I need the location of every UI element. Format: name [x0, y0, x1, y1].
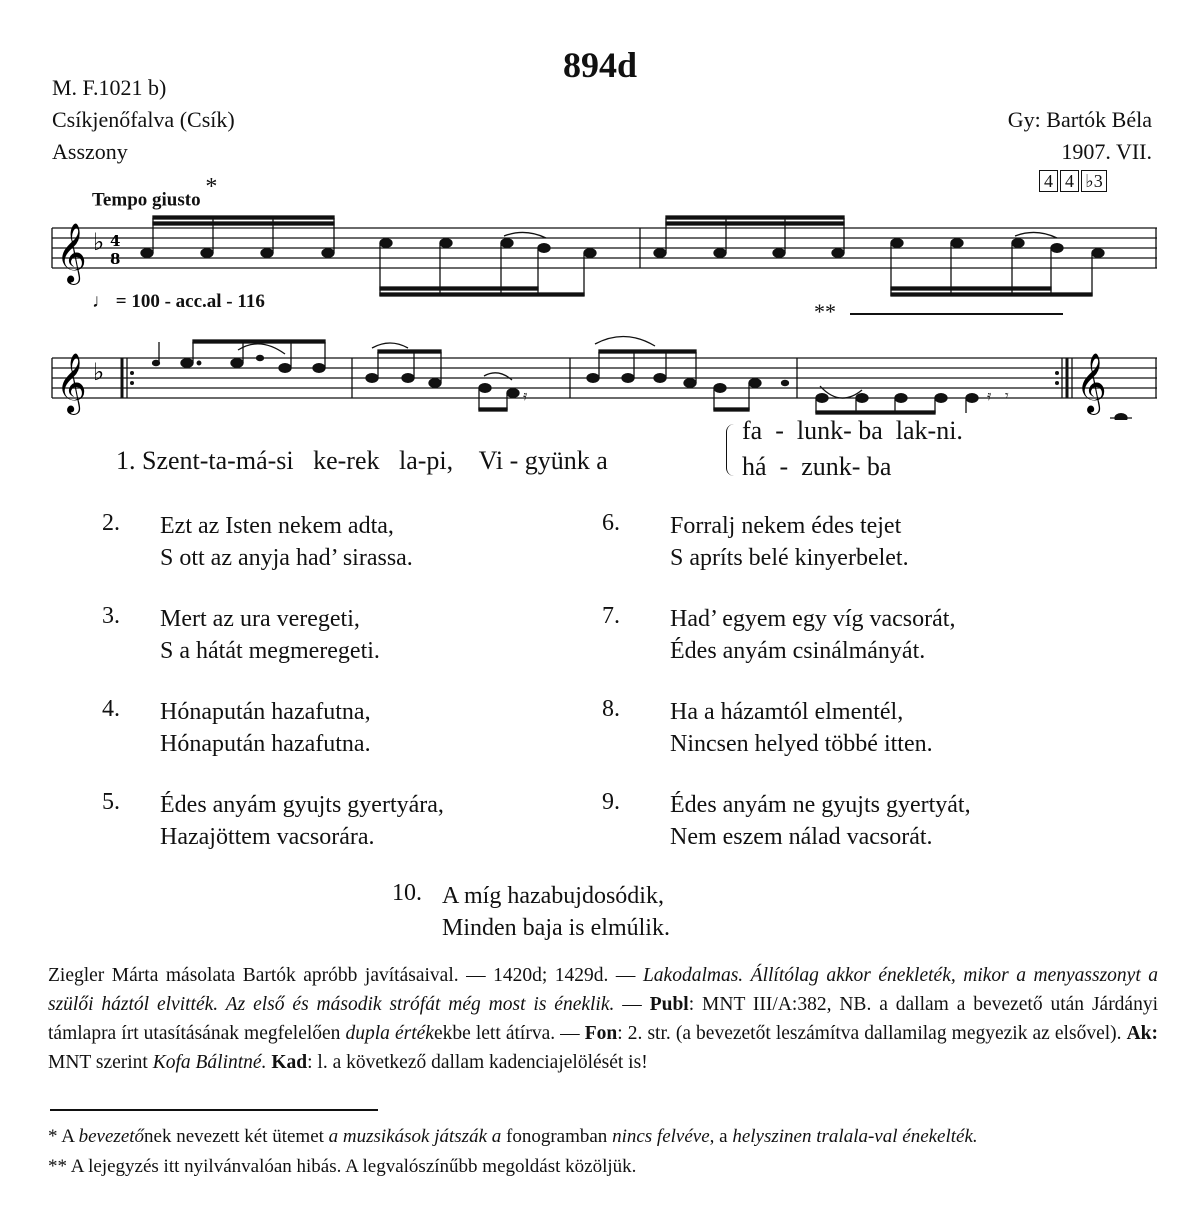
time-sig-bottom: 8	[110, 250, 121, 268]
lyrics-line-2: há - zunk- ba	[742, 452, 892, 481]
double-asterisk-mark: **	[814, 299, 836, 324]
verse-9	[590, 789, 971, 850]
flat-icon: ♭	[93, 358, 105, 386]
treble-clef-icon: 𝄞	[56, 353, 87, 413]
collector-info	[1008, 104, 1152, 168]
collector-date: 1907. VII.	[1061, 139, 1152, 164]
tempo-text: Tempo giusto	[92, 189, 201, 211]
svg-text:𝄾: 𝄾	[1005, 388, 1009, 404]
footnote-2: ** A lejegyzés itt nyilvánvalóan hibás. A legvalószínűbb megoldást közöljük.	[48, 1156, 637, 1177]
verse-line: Édes anyám csinálmányát.	[670, 638, 926, 664]
lyrics-line-1-cont: fa - lunk- ba lak-ni.	[742, 416, 963, 445]
verse-number: 9.	[602, 789, 620, 815]
treble-clef-icon: 𝄞	[1076, 353, 1107, 413]
verse-line: A míg hazabujdosódik,	[442, 883, 664, 909]
verse-line: Nincsen helyed többé itten.	[670, 731, 933, 757]
lyrics-line-1-text: 1. Szent-ta-má-si ke-rek la-pi, Vi - gyünk a	[116, 446, 608, 475]
music-staff-melody	[0, 320, 1200, 420]
verse-line: Ezt az Isten nekem adta,	[160, 513, 394, 539]
verse-line: Hazajöttem vacsorára.	[160, 824, 375, 850]
source-place: Csíkjenőfalva (Csík)	[52, 107, 235, 132]
note-text: : l. a következő dallam kadenciajelölését is!	[307, 1052, 648, 1073]
editorial-notes	[48, 961, 1158, 1077]
verse-line: Hónapután hazafutna,	[160, 699, 371, 725]
source-info	[52, 72, 235, 168]
cadence-marks	[1039, 170, 1107, 192]
dashed-extension-line	[850, 313, 1063, 315]
verse-4	[90, 696, 371, 757]
verse-number: 4.	[102, 696, 120, 722]
verse-5	[90, 789, 444, 850]
note-italic: Lakodalmas. Állítólag akkor énekleték, mikor a menyasszonyt a szülői háztól elvitték. Az első és második strófát még most is éneklik.	[48, 965, 1158, 1015]
cadence-box-2: 4	[1060, 170, 1079, 192]
repeat-dot	[130, 381, 134, 385]
note-italic: Kofa Bálintné.	[152, 1052, 267, 1073]
repeat-dot	[1055, 381, 1059, 385]
flat-icon: ♭	[93, 228, 105, 256]
verse-line: Had’ egyem egy víg vacsorát,	[670, 606, 956, 632]
verse-line: Ha a házamtól elmentél,	[670, 699, 904, 725]
verse-number: 10.	[392, 880, 422, 906]
verse-3	[90, 603, 380, 664]
repeat-dot	[130, 371, 134, 375]
verse-10	[384, 880, 670, 941]
note-italic: dupla érték	[345, 1023, 434, 1044]
verse-line: Forralj nekem édes tejet	[670, 513, 902, 539]
time-sig-top: 4	[110, 232, 121, 250]
note-label-fon: Fon	[584, 1023, 618, 1044]
note-text: ekbe lett átírva. —	[433, 1023, 585, 1044]
tempo-asterisk: *	[205, 174, 218, 200]
footnote-divider	[50, 1109, 378, 1111]
verse-number: 7.	[602, 603, 620, 629]
tempo-marking	[92, 174, 218, 211]
metronome-marking: ♩ = 100 - acc.al - 116	[92, 291, 265, 312]
verse-line: S a hátát megmeregeti.	[160, 638, 380, 664]
note-text: : MNT III/A:382, NB. a dallam a bevezető után Járdányi támlapra írt utasításának megfelelően	[48, 994, 1159, 1044]
svg-text:𝄿: 𝄿	[523, 388, 528, 404]
cadence-box-3: ♭3	[1081, 170, 1107, 192]
verse-2	[90, 510, 413, 571]
source-id: M. F.1021 b)	[52, 75, 167, 100]
svg-text:𝄿: 𝄿	[987, 388, 992, 404]
music-staff-intro	[0, 210, 1200, 300]
verse-number: 5.	[102, 789, 120, 815]
verse-line: Édes anyám gyujts gyertyára,	[160, 792, 444, 818]
verse-line: S ott az anyja had’ sirassa.	[160, 545, 413, 571]
page-title: 894d	[562, 45, 638, 85]
lyrics-brace	[726, 424, 737, 476]
cadence-box-1: 4	[1039, 170, 1058, 192]
note-label-ak: Ak:	[1126, 1023, 1159, 1044]
verse-line: Minden baja is elmúlik.	[442, 915, 670, 941]
lyrics-line-1	[103, 416, 608, 476]
collector-name: Gy: Bartók Béla	[1007, 107, 1152, 132]
verse-6	[590, 510, 909, 571]
verse-number: 2.	[102, 510, 120, 536]
verse-number: 6.	[602, 510, 620, 536]
footnote-1: * A bevezetőnek nevezett két ütemet a muzsikások játszák a fonogramban nincs felvéve, a helyszinen tralala-val énekelték.	[48, 1126, 978, 1147]
verse-line: Hónapután hazafutna.	[160, 731, 371, 757]
verse-line: Mert az ura veregeti,	[160, 606, 360, 632]
source-singer: Asszony	[52, 139, 128, 164]
note-text: —	[614, 994, 650, 1015]
verse-line: S apríts belé kinyerbelet.	[670, 545, 909, 571]
verse-line: Nem eszem nálad vacsorát.	[670, 824, 933, 850]
verse-number: 3.	[102, 603, 120, 629]
note-text: Ziegler Márta másolata Bartók apróbb javításaival. — 1420d; 1429d. —	[48, 965, 643, 986]
verse-line: Édes anyám ne gyujts gyertyát,	[670, 792, 971, 818]
repeat-dot	[1055, 371, 1059, 375]
note-text: : 2. str. (a bevezetőt leszámítva dallamilag megyezik az elsővel).	[617, 1023, 1127, 1044]
verse-8	[590, 696, 933, 757]
treble-clef-icon: 𝄞	[56, 223, 87, 283]
note-label-publ: Publ	[649, 994, 689, 1015]
note-text: MNT szerint	[48, 1052, 153, 1073]
verse-number: 8.	[602, 696, 620, 722]
note-label-kad: Kad	[271, 1052, 308, 1073]
verse-7	[590, 603, 956, 664]
